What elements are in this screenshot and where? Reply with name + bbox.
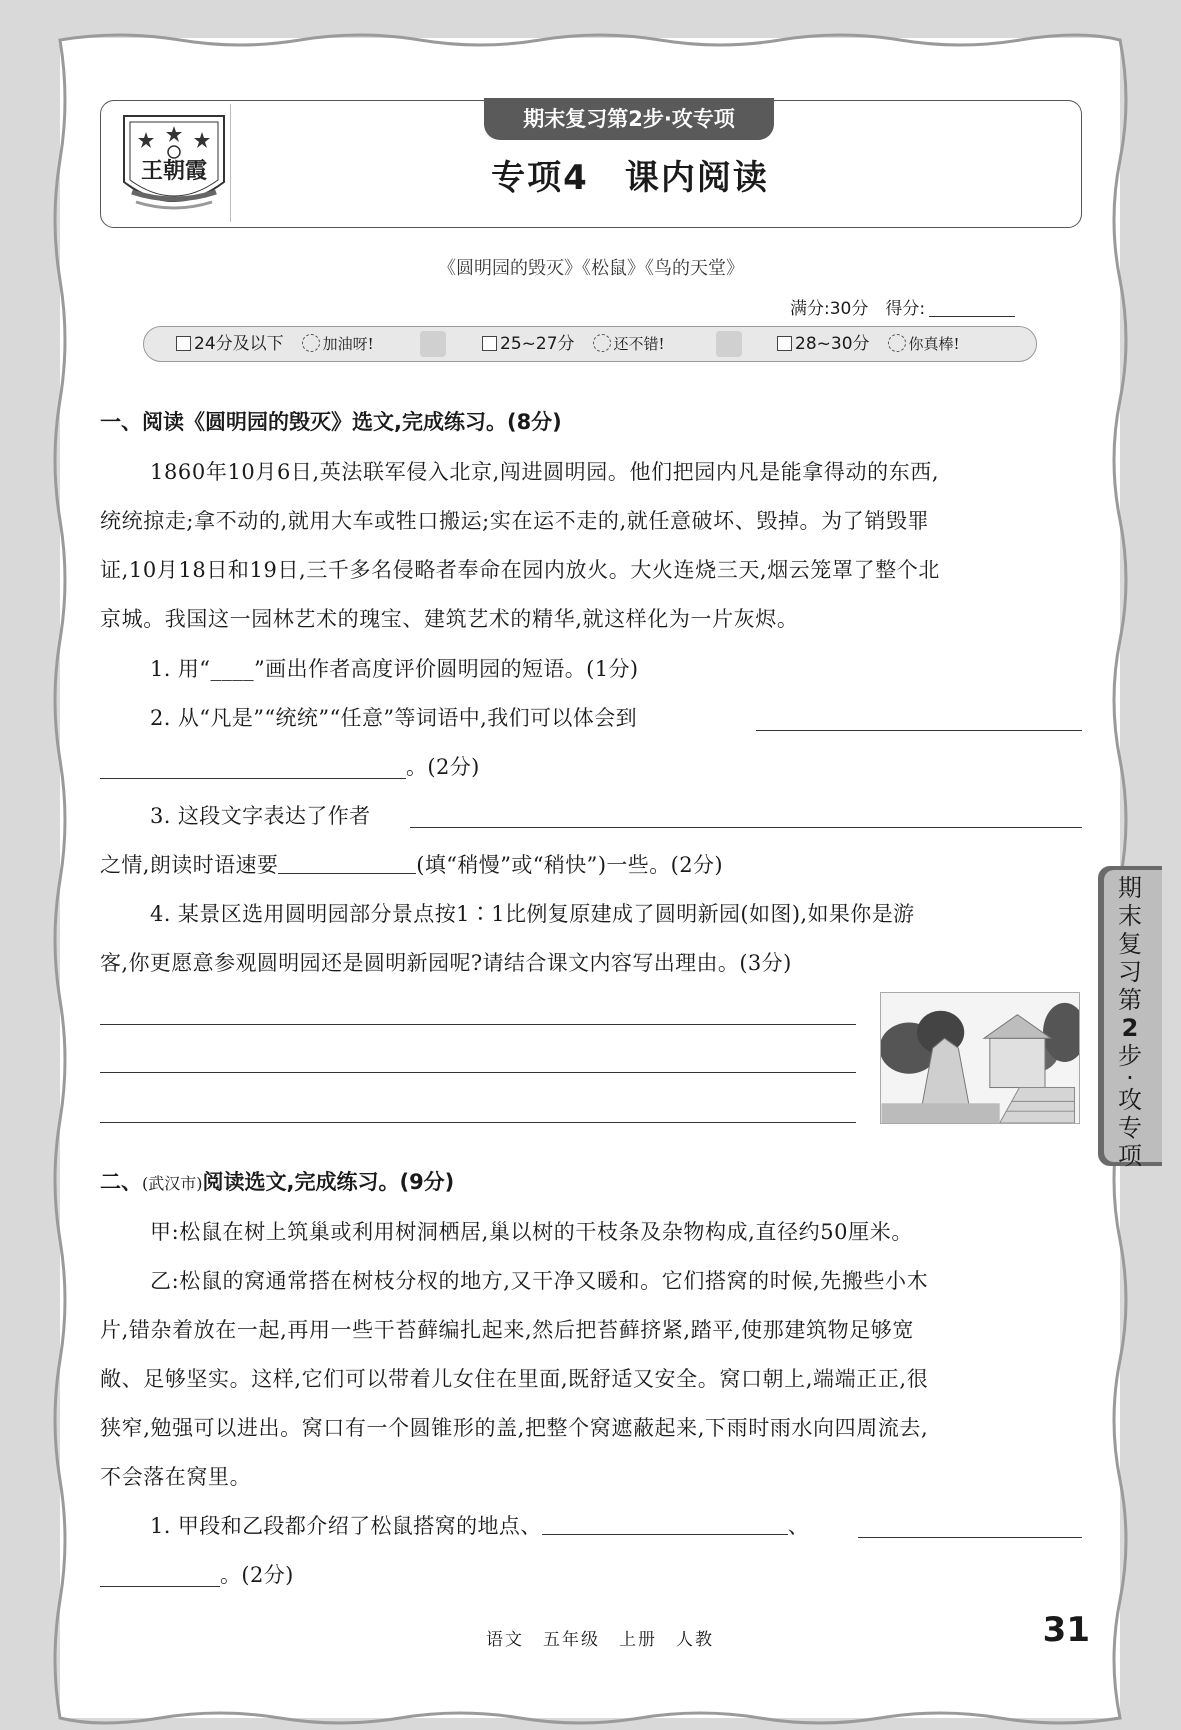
section1-heading: 一、阅读《圆明园的毁灭》选文,完成练习。(8分): [100, 410, 562, 434]
passage2-line: 片,错杂着放在一起,再用一些干苔藓编扎起来,然后把苔藓挤紧,踏平,使那建筑物足够宽: [100, 1318, 914, 1342]
grade-item-low: [176, 333, 374, 355]
question-1-3-cont: [100, 849, 723, 879]
grade-range: 25~27分: [500, 334, 575, 354]
question-1-1: 1. 用“____”画出作者高度评价圆明园的短语。(1分): [150, 657, 639, 681]
passage1-line: 京城。我国这一园林艺术的瑰宝、建筑艺术的精华,就这样化为一片灰烬。: [100, 607, 799, 631]
logo-text: 王朝霞: [140, 158, 208, 184]
side-tab-char: 2: [1121, 1014, 1139, 1042]
grade-bar: [143, 326, 1037, 362]
side-tab-char: 步: [1118, 1042, 1142, 1070]
grade-divider: [716, 331, 742, 357]
text-run: 掠走;拿不动的,就用大车或牲口搬运;实在运不走的,就: [143, 509, 649, 533]
emphasis-char: 意: [669, 509, 692, 533]
side-tab-char: ·: [1126, 1064, 1134, 1092]
grade-item-high: [777, 333, 960, 355]
heading-text: 阅读选文,完成练习。(9分): [202, 1170, 455, 1194]
text-run: 1860年10月6日,英法联军侵入北京,闯进圆明园。他们把园内: [150, 460, 738, 484]
question-text: 、: [787, 1514, 810, 1538]
answer-blank[interactable]: [100, 1586, 220, 1587]
side-tab-char: 末: [1118, 902, 1142, 930]
question-1-4: 4. 某景区选用圆明园部分景点按1∶1比例复原建成了圆明新园(如图),如果你是游: [150, 902, 915, 926]
side-tab-char: 复: [1118, 930, 1142, 958]
header-separator: [230, 104, 231, 222]
grade-cheer: 加油呀!: [322, 335, 374, 353]
answer-blank[interactable]: [858, 1537, 1082, 1538]
emphasis-char: 任: [648, 509, 670, 533]
wangzhaoxia-logo: [116, 108, 232, 220]
emphasis-char: 统: [121, 509, 144, 533]
question-text: 之情,朗读时语速要: [100, 853, 279, 877]
passage2-yi: [150, 1265, 1082, 1295]
question-1-4-cont: 客,你更愿意参观圆明园还是圆明新园呢?请结合课文内容写出理由。(3分): [100, 951, 792, 975]
score-line: [790, 294, 1090, 319]
question-1-2: [150, 702, 637, 732]
side-tab-char: 攻: [1118, 1086, 1142, 1114]
passage2-line: 不会落在窝里。: [100, 1465, 252, 1489]
cheer-face-icon: [302, 334, 320, 352]
passage1-line: [150, 456, 1082, 486]
text-run: 能拿得动的东西,: [780, 460, 940, 484]
region-tag: (武汉市): [142, 1174, 203, 1193]
page-number: 31: [1042, 1610, 1090, 1650]
text-run: 破坏、毁掉。为了销毁罪: [691, 509, 930, 533]
answer-line[interactable]: [100, 1122, 856, 1123]
side-tab-char: 项: [1118, 1142, 1142, 1170]
question-2-1-end: 。(2分): [220, 1563, 294, 1587]
emphasis-char: 是: [759, 460, 781, 484]
passage2-line: 敞、足够坚实。这样,它们可以带着儿女住在里面,既舒适又安全。窝口朝上,端端正正,很: [100, 1367, 929, 1391]
answer-blank[interactable]: [278, 854, 416, 874]
side-tab-label: [1098, 874, 1162, 1170]
grade-checkbox[interactable]: [482, 336, 497, 351]
grade-item-mid: [482, 333, 665, 355]
question-2-1: [150, 1510, 809, 1540]
score-label: 满分:30分 得分:: [790, 299, 926, 319]
source-texts: 《圆明园的毁灭》《松鼠》《鸟的天堂》: [438, 258, 744, 279]
heading-text: 二、: [100, 1170, 142, 1194]
emphasis-char: 统: [100, 509, 122, 533]
score-blank[interactable]: [929, 299, 1015, 317]
answer-blank[interactable]: [410, 827, 1082, 828]
grade-divider: [420, 331, 446, 357]
underlined-text: 松鼠的窝通常搭在树枝分杈的地方,又干净又暖和。: [179, 1269, 661, 1295]
text-run: 它们搭窝的时候,先搬些小木: [661, 1269, 929, 1293]
passage2-jia: 甲:松鼠在树上筑巢或利用树洞栖居,巢以树的干枝条及杂物构成,直径约50厘米。: [150, 1220, 913, 1244]
step-banner: 期末复习第2步·攻专项: [484, 98, 774, 140]
answer-line[interactable]: [100, 1072, 856, 1073]
footer-meta: 语文 五年级 上册 人教: [486, 1630, 714, 1650]
yuanmingyuan-photo: [880, 992, 1080, 1124]
emphasis-char: 凡: [737, 460, 760, 484]
side-tab-char: 专: [1118, 1114, 1142, 1142]
answer-line[interactable]: [100, 1024, 856, 1025]
question-1-3: 3. 这段文字表达了作者: [150, 804, 371, 828]
side-tab-char: 期: [1118, 874, 1142, 902]
page-title: 专项4 课内阅读: [491, 158, 769, 198]
smile-face-icon: [593, 334, 611, 352]
side-tab-char: 习: [1118, 958, 1142, 986]
grade-range: 28~30分: [795, 334, 870, 354]
happy-face-icon: [888, 334, 906, 352]
question-text: (填“稍慢”或“稍快”)一些。(2分): [416, 853, 723, 877]
grade-checkbox[interactable]: [777, 336, 792, 351]
answer-blank[interactable]: [756, 730, 1082, 731]
grade-checkbox[interactable]: [176, 336, 191, 351]
passage1-line: 证,10月18日和19日,三千多名侵略者奉命在园内放火。大火连烧三天,烟云笼罩了整个北: [100, 558, 940, 582]
passage1-line: [100, 505, 1082, 535]
side-tab-char: 第: [1118, 986, 1142, 1014]
grade-range: 24分及以下: [194, 334, 284, 354]
answer-blank[interactable]: [542, 1515, 788, 1535]
passage2-line: 狭窄,勉强可以进出。窝口有一个圆锥形的盖,把整个窝遮蔽起来,下雨时雨水向四周流去,: [100, 1416, 929, 1440]
question-text: 1. 甲段和乙段都介绍了松鼠搭窝的地点、: [150, 1514, 542, 1538]
grade-cheer: 你真棒!: [908, 335, 960, 353]
text-run: 乙:: [150, 1269, 180, 1293]
grade-cheer: 还不错!: [613, 335, 665, 353]
question-1-2-end: 。(2分): [406, 755, 480, 779]
question-text: 2. 从“凡是”“统统”“任意”等词语中,我们可以体会到: [150, 706, 637, 730]
answer-blank[interactable]: [100, 778, 406, 779]
section2-heading: [100, 1166, 454, 1196]
